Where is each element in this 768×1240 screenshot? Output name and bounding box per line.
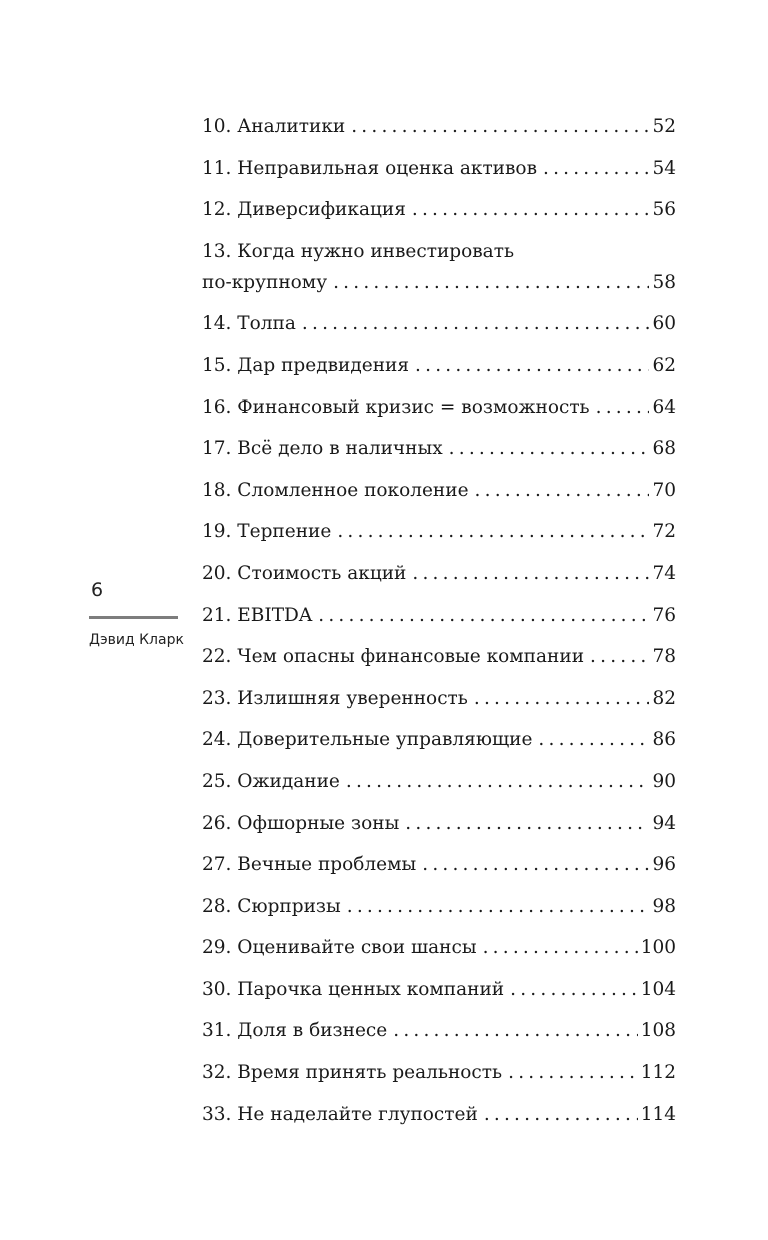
dot-leader [474, 683, 650, 714]
dot-leader [302, 308, 650, 339]
running-footer [89, 578, 184, 649]
toc-entry-title: 10. Аналитики [202, 116, 346, 137]
toc-entry-page-number: 86 [652, 729, 676, 751]
toc-entry-row [202, 891, 676, 922]
toc-entry-row [202, 350, 676, 381]
toc-entry-title: 18. Сломленное поколение [202, 479, 469, 501]
toc-entry-row [202, 475, 676, 506]
toc-entry-page-number: 68 [652, 438, 676, 460]
toc-entry-title: 22. Чем опасны финансовые компании [202, 646, 585, 668]
toc-entry-page-number: 100 [640, 937, 676, 959]
dot-leader [543, 153, 649, 184]
toc-entry-row [202, 392, 676, 423]
toc-entry-title: 11. Неправильная оценка активов [202, 157, 537, 179]
toc-entry-title: 30. Парочка ценных компаний [202, 978, 505, 1000]
toc-entry-row [202, 516, 676, 547]
dot-leader [337, 516, 649, 547]
toc-entry-row [202, 558, 676, 589]
toc-entry[interactable] [202, 308, 676, 339]
toc-entry[interactable] [202, 600, 676, 631]
dot-leader [415, 350, 649, 381]
toc-entry-title: 21. EBITDA [202, 604, 313, 626]
toc-entry-title: 19. Терпение [202, 521, 332, 543]
toc-entry[interactable] [202, 516, 676, 547]
toc-entry[interactable] [202, 932, 676, 963]
toc-entry-page-number: 58 [652, 271, 676, 293]
toc-entry-row [202, 267, 676, 298]
toc-entry-title: 29. Оценивайте свои шансы [202, 937, 477, 959]
toc-entry-page-number: 72 [652, 521, 676, 543]
dot-leader [412, 558, 649, 589]
dot-leader [449, 433, 650, 464]
toc-entry-row [202, 724, 676, 755]
toc-entry[interactable] [202, 1015, 676, 1046]
toc-entry-page-number: 94 [652, 812, 676, 834]
toc-entry-page-number: 74 [652, 562, 676, 584]
toc-entry-row [202, 1099, 676, 1130]
toc-entry-page-number: 90 [652, 770, 676, 792]
toc-entry[interactable] [202, 1099, 676, 1130]
dot-leader [422, 849, 649, 880]
dot-leader [393, 1015, 637, 1046]
dot-leader [508, 1057, 638, 1088]
dot-leader [475, 475, 650, 506]
toc-entry-title: 16. Финансовый кризис = возможность [202, 396, 590, 418]
toc-entry-page-number: 70 [652, 479, 676, 501]
toc-entry[interactable] [202, 724, 676, 755]
toc-entry[interactable] [202, 1057, 676, 1088]
dot-leader [590, 641, 649, 672]
dot-leader [351, 111, 649, 142]
toc-entry-row [202, 849, 676, 880]
toc-entry-page-number: 54 [652, 157, 676, 179]
toc-entry[interactable] [202, 111, 676, 142]
toc-entry-row [202, 808, 676, 839]
toc-entry-page-number: 98 [652, 895, 676, 917]
dot-leader [346, 766, 650, 797]
toc-entry-title: 31. Доля в бизнесе [202, 1020, 388, 1042]
toc-entry-title: 28. Сюрпризы [202, 895, 341, 917]
toc-entry-title: 26. Офшорные зоны [202, 812, 400, 834]
toc-entry-title: 23. Излишняя уверенность [202, 687, 468, 709]
toc-entry-row [202, 974, 676, 1005]
toc-entry-row [202, 600, 676, 631]
toc-entry-title: 20. Стоимость акций [202, 562, 407, 584]
toc-entry-page-number: 82 [652, 687, 676, 709]
table-of-contents [202, 111, 676, 1140]
toc-entry-title: 25. Ожидание [202, 770, 340, 792]
toc-entry-title: 32. Время принять реальность [202, 1062, 503, 1084]
toc-entry[interactable] [202, 350, 676, 381]
author-name: Дэвид Кларк [89, 632, 184, 648]
toc-entry-row [202, 194, 676, 225]
toc-entry-page-number: 76 [652, 604, 676, 626]
toc-entry[interactable] [202, 475, 676, 506]
dot-leader [483, 932, 638, 963]
toc-entry[interactable] [202, 808, 676, 839]
dot-leader [318, 600, 649, 631]
toc-entry[interactable] [202, 194, 676, 225]
divider-rule [89, 616, 178, 619]
toc-entry[interactable] [202, 433, 676, 464]
toc-entry[interactable] [202, 641, 676, 672]
dot-leader [484, 1099, 638, 1130]
toc-entry-row [202, 683, 676, 714]
toc-entry-title-line1: 13. Когда нужно инвестировать [202, 240, 515, 262]
dot-leader [412, 194, 650, 225]
toc-entry[interactable] [202, 683, 676, 714]
dot-leader [405, 808, 649, 839]
toc-entry-page-number: 60 [652, 313, 676, 335]
toc-entry-row [202, 932, 676, 963]
toc-entry-title: 14. Толпа [202, 313, 296, 335]
toc-entry[interactable] [202, 974, 676, 1005]
dot-leader [510, 974, 638, 1005]
toc-entry-title: 33. Не наделайте глупостей [202, 1103, 478, 1125]
toc-entry-row [202, 766, 676, 797]
toc-entry-row [202, 641, 676, 672]
toc-entry-title: 27. Вечные проблемы [202, 854, 417, 876]
toc-entry[interactable] [202, 236, 676, 298]
toc-entry-row [202, 1057, 676, 1088]
toc-entry-title: 24. Доверительные управляющие [202, 729, 533, 751]
toc-entry-title: 12. Диверсификация [202, 199, 406, 221]
dot-leader [347, 891, 650, 922]
toc-entry[interactable] [202, 891, 676, 922]
toc-entry-page-number: 96 [652, 854, 676, 876]
toc-entry-row [202, 1015, 676, 1046]
toc-entry[interactable] [202, 766, 676, 797]
toc-entry-page-number: 64 [652, 396, 676, 418]
dot-leader [596, 392, 650, 423]
toc-entry-title: 17. Всё дело в наличных [202, 438, 443, 460]
toc-entry-title: по-крупному [202, 271, 328, 293]
toc-entry-page-number: 114 [640, 1103, 676, 1125]
toc-entry[interactable] [202, 558, 676, 589]
page-number: 6 [91, 579, 104, 601]
toc-entry-row [202, 433, 676, 464]
toc-entry-page-number: 112 [640, 1062, 676, 1084]
toc-entry[interactable] [202, 849, 676, 880]
toc-entry-page-number: 56 [652, 199, 676, 221]
toc-entry-page-number: 78 [652, 646, 676, 668]
dot-leader [538, 724, 649, 755]
toc-entry[interactable] [202, 392, 676, 423]
toc-entry-row [202, 153, 676, 184]
toc-entry-page-number: 108 [640, 1020, 676, 1042]
toc-entry-page-number: 52 [652, 116, 676, 137]
toc-entry-page-number: 62 [652, 354, 676, 376]
toc-entry-row [202, 111, 676, 142]
toc-entry-page-number: 104 [640, 978, 676, 1000]
dot-leader [333, 267, 649, 298]
toc-entry-row [202, 308, 676, 339]
toc-entry-title: 15. Дар предвидения [202, 354, 410, 376]
toc-entry[interactable] [202, 153, 676, 184]
